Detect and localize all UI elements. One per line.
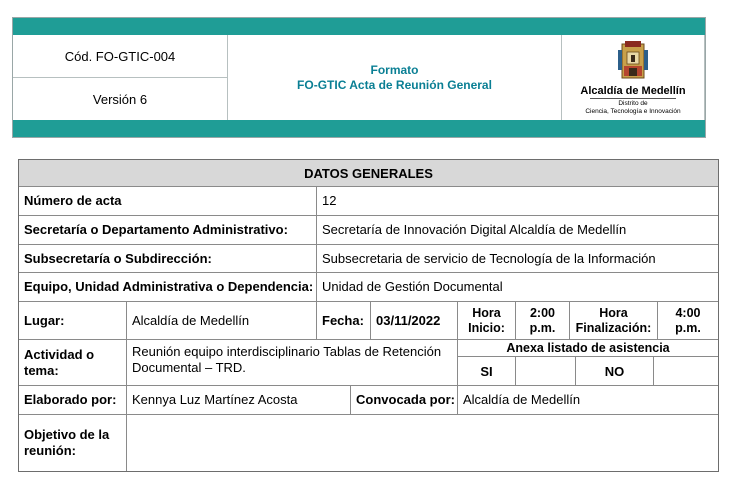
actividad-label xyxy=(19,340,127,385)
logo-subtitle-2: Ciencia, Tecnología e Innovación xyxy=(585,108,681,115)
objetivo-label xyxy=(19,415,127,471)
lugar-value[interactable]: Alcaldía de Medellín xyxy=(127,302,317,339)
fecha-label: Fecha: xyxy=(317,302,371,339)
hora-fin-value-line1: 4:00 xyxy=(675,305,701,320)
hora-fin-value[interactable] xyxy=(658,302,718,339)
anexa-block xyxy=(458,340,718,385)
lugar-label: Lugar: xyxy=(19,302,127,339)
elaborado-value[interactable]: Kennya Luz Martínez Acosta xyxy=(127,386,351,414)
hora-fin-label-line2: Finalización: xyxy=(575,320,652,335)
elaborado-label: Elaborado por: xyxy=(19,386,127,414)
document-version: Versión 6 xyxy=(13,78,228,121)
hora-inicio-value[interactable] xyxy=(516,302,570,339)
hora-inicio-value-line2: p.m. xyxy=(529,320,556,335)
table-row xyxy=(19,415,718,471)
objetivo-label-line1: Objetivo de la xyxy=(24,427,110,442)
subsecretaria-value[interactable]: Subsecretaria de servicio de Tecnología de la Información xyxy=(322,250,656,266)
table-row xyxy=(19,302,718,340)
no-checkbox[interactable] xyxy=(654,357,718,386)
document-header xyxy=(12,17,706,138)
objetivo-value[interactable] xyxy=(127,415,718,471)
acta-number-label: Número de acta xyxy=(19,187,317,215)
title-form-name: FO-GTIC Acta de Reunión General xyxy=(297,78,492,92)
logo-title: Alcaldía de Medellín xyxy=(580,85,686,97)
table-row xyxy=(19,216,718,245)
section-title: DATOS GENERALES xyxy=(19,160,718,187)
hora-inicio-value-line1: 2:00 xyxy=(529,305,556,320)
table-row xyxy=(19,245,718,273)
actividad-value-line2: Documental – TRD. xyxy=(132,360,246,375)
acta-number-value[interactable]: 12 xyxy=(322,193,337,208)
actividad-value-line1: Reunión equipo interdisciplinario Tablas de Retención xyxy=(132,344,442,359)
convocada-value[interactable]: Alcaldía de Medellín xyxy=(463,392,581,407)
actividad-label-line2: tema: xyxy=(24,362,59,378)
subsecretaria-label: Subsecretaría o Subdirección: xyxy=(19,245,317,272)
convocada-label: Convocada por: xyxy=(351,386,458,414)
header-bottom-band xyxy=(13,120,705,137)
table-row xyxy=(19,340,718,386)
actividad-value[interactable] xyxy=(127,340,458,385)
secretaria-label: Secretaría o Departamento Administrativo: xyxy=(19,216,317,244)
title-format-label: Formato xyxy=(370,63,419,77)
si-checkbox[interactable] xyxy=(516,357,576,386)
equipo-label: Equipo, Unidad Administrativa o Dependencia: xyxy=(19,273,317,301)
hora-inicio-label-line2: Inicio: xyxy=(468,320,505,335)
hora-inicio-label xyxy=(458,302,516,339)
hora-fin-label-line1: Hora xyxy=(599,305,628,320)
alcaldia-logo xyxy=(562,35,705,121)
si-label: SI xyxy=(458,357,516,386)
table-row xyxy=(19,386,718,415)
document-code: Cód. FO-GTIC-004 xyxy=(13,35,228,78)
objetivo-label-line2: reunión: xyxy=(24,443,76,458)
fecha-value[interactable]: 03/11/2022 xyxy=(371,302,458,339)
anexa-label: Anexa listado de asistencia xyxy=(458,340,718,357)
actividad-label-line1: Actividad o xyxy=(24,346,95,362)
general-data-table xyxy=(18,159,719,472)
equipo-value[interactable]: Unidad de Gestión Documental xyxy=(322,279,503,294)
no-label: NO xyxy=(576,357,654,386)
logo-divider xyxy=(590,98,676,99)
document-title xyxy=(228,35,562,121)
hora-fin-label xyxy=(570,302,658,339)
secretaria-value[interactable]: Secretaría de Innovación Digital Alcaldía de Medellín xyxy=(322,222,627,237)
medellin-crest-icon xyxy=(616,40,650,82)
table-row xyxy=(19,273,718,302)
header-body xyxy=(13,35,705,121)
hora-inicio-label-line1: Hora xyxy=(472,305,501,320)
header-top-band xyxy=(13,18,705,35)
table-row xyxy=(19,187,718,216)
hora-fin-value-line2: p.m. xyxy=(675,320,701,335)
logo-subtitle-1: Distrito de xyxy=(618,100,648,107)
